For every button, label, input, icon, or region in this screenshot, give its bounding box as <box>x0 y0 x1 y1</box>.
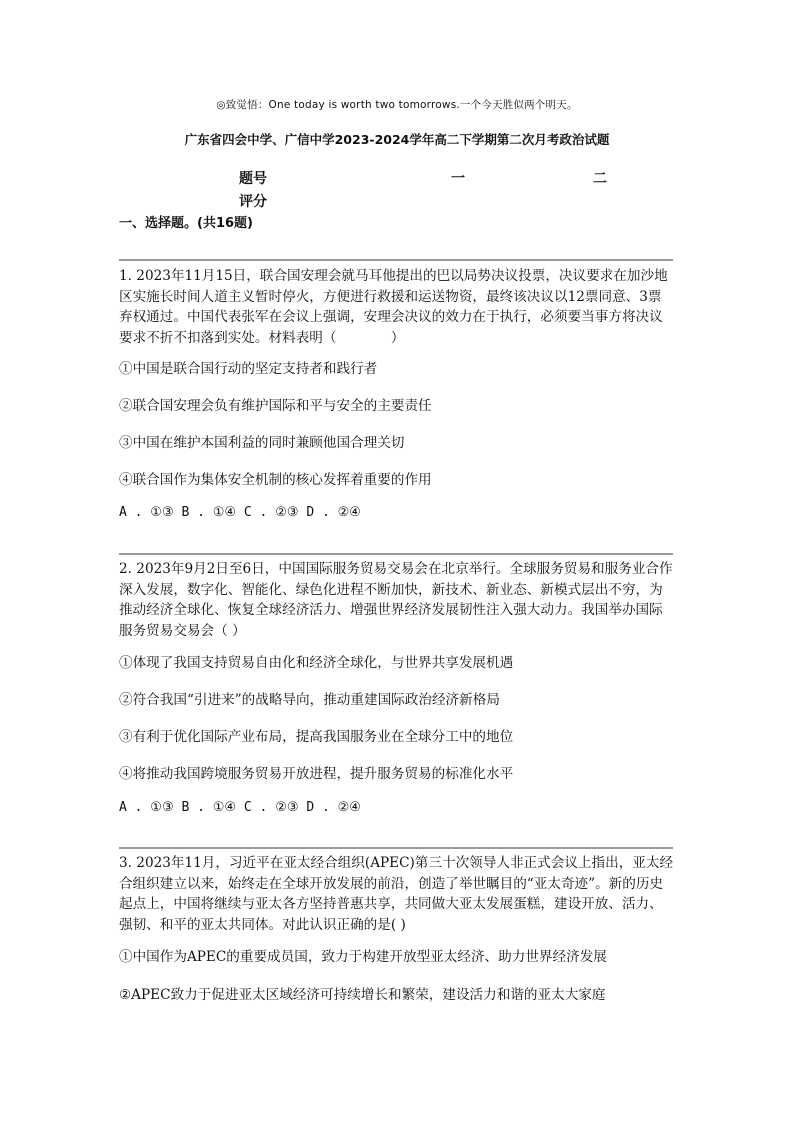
option-item: ③有利于优化国际产业布局，提高我国服务业在全球分工中的地位 <box>119 729 514 745</box>
answer-choices: A . ①③ B . ①④ C . ②③ D . ②④ <box>119 800 361 815</box>
question-stem: 1. 2023年11月15日，联合国安理会就马耳他提出的巴以局势决议投票，决议要求在加沙地区实施长时间人道主义暂时停火，方便进行救援和运送物资，最终该决议以12票同意、3票弃权通过。中国代表张军在会议上强调，安理会决议的效力在于执行，必须要当事方将决议要求不折不扣落到实处。材料表明（ ） <box>119 268 668 346</box>
question-stem: 2. 2023年9月2日至6日，中国国际服务贸易交易会在北京举行。全球服务贸易和服务业合作深入发展，数字化、智能化、绿色化进程不断加快，新技术、新业态、新模式层出不穷，为推动经济全球化、恢复全球经济活力、增强世界经济发展韧性注入强大动力。我国举办国际服务贸易交易会（ ） <box>119 561 673 639</box>
question-stem: 3. 2023年11月，习近平在亚太经合组织(APEC)第三十次领导人非正式会议上指出，亚太经合组织建立以来，始终走在全球开放发展的前沿，创造了举世瞩目的“亚太奇迹”。新的历史起点上，中国将继续与亚太各方坚持普惠共享，共同做大亚太发展蛋糕，建设开放、活力、强韧、和平的亚太共同体。对此认识正确的是( ) <box>119 855 674 933</box>
column-header-1: 一 <box>451 171 465 187</box>
exam-title: 广东省四会中学、广信中学2023-2024学年高二下学期第二次月考政治试题 <box>184 132 610 147</box>
option-item: ②符合我国“引进来”的战略导向，推动重建国际政治经济新格局 <box>119 692 500 708</box>
question-1 <box>119 266 675 520</box>
row-label-question-number: 题号 <box>239 171 267 187</box>
option-item: ④联合国作为集体安全机制的核心发挥着重要的作用 <box>119 472 432 488</box>
question-3 <box>119 853 675 1003</box>
question-divider <box>119 259 673 261</box>
option-item: ④将推动我国跨境服务贸易开放进程，提升服务贸易的标准化水平 <box>119 766 514 782</box>
option-item: ③中国在维护本国利益的同时兼顾他国合理关切 <box>119 435 405 451</box>
option-item: ①中国是联合国行动的坚定支持者和践行者 <box>119 361 378 377</box>
option-item: ①体现了我国支持贸易自由化和经济全球化，与世界共享发展机遇 <box>119 655 514 671</box>
question-2 <box>119 559 675 815</box>
motto-line: ◎致觉悟：One today is worth two tomorrows.一个今天胜似两个明天。 <box>216 99 578 111</box>
section-heading: 一、选择题。(共16题) <box>119 216 253 231</box>
option-item: ②APEC致力于促进亚太区域经济可持续增长和繁荣，建设活力和谐的亚太大家庭 <box>119 987 606 1003</box>
column-header-2: 二 <box>593 171 607 187</box>
row-label-score: 评分 <box>239 194 267 210</box>
answer-choices: A . ①③ B . ①④ C . ②③ D . ②④ <box>119 505 361 520</box>
question-divider <box>119 847 673 849</box>
option-item: ①中国作为APEC的重要成员国，致力于构建开放型亚太经济、助力世界经济发展 <box>119 949 607 965</box>
question-divider <box>119 553 673 555</box>
option-item: ②联合国安理会负有维护国际和平与安全的主要责任 <box>119 398 432 414</box>
